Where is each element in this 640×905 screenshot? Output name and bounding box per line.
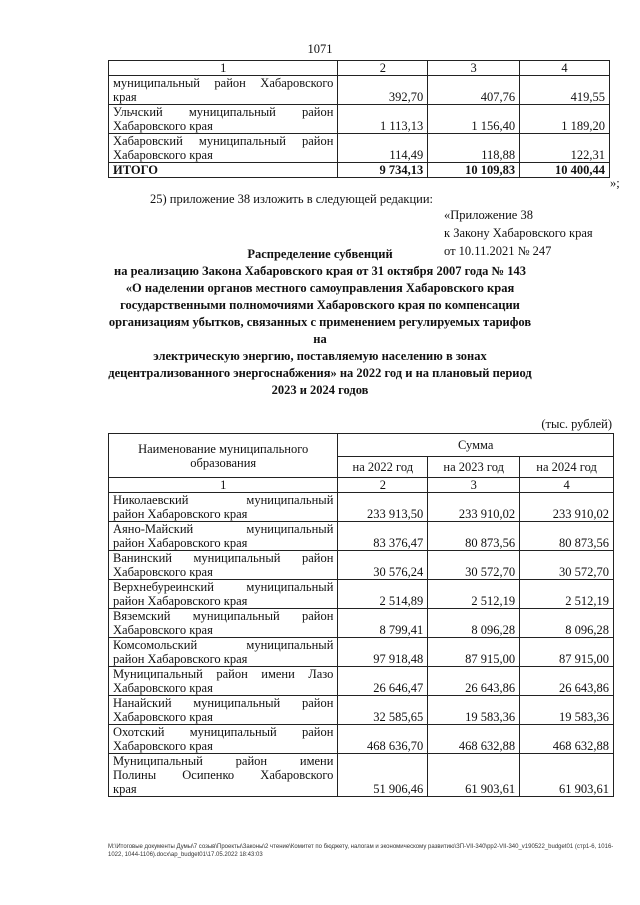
value-2024: 30 572,70 [520, 551, 614, 580]
total-label: ИТОГО [109, 163, 338, 178]
value-2023: 468 632,88 [428, 725, 520, 754]
header-2023: на 2023 год [428, 457, 520, 478]
value-2022: 468 636,70 [338, 725, 428, 754]
municipality-name: Николаевский муниципальный район Хабаровского края [109, 493, 338, 522]
value-2024: 1 189,20 [520, 105, 610, 134]
header-sum: Сумма [338, 434, 614, 457]
value-2023: 19 583,36 [428, 696, 520, 725]
appendix-label: «Приложение 38 [444, 208, 533, 222]
units-label: (тыс. рублей) [541, 417, 612, 431]
page-number: 1071 [307, 42, 333, 56]
value-2022: 114,49 [338, 134, 428, 163]
index-cell: 2 [338, 478, 428, 493]
municipality-name: муниципальный район Хабаровского края [109, 76, 338, 105]
total-row [109, 163, 610, 178]
index-cell: 3 [428, 61, 520, 76]
table-row [109, 134, 610, 163]
value-2023: 61 903,61 [428, 754, 520, 797]
amendment-text: 25) приложение 38 изложить в следующей редакции: [150, 192, 433, 206]
total-2024: 10 400,44 [520, 163, 610, 178]
table-row [109, 493, 614, 522]
value-2024: 468 632,88 [520, 725, 614, 754]
title-line: электрическую энергию, поставляемую населению в зонах [153, 349, 487, 363]
table-row [109, 105, 610, 134]
index-row [109, 478, 614, 493]
municipality-name: Комсомольский муниципальный район Хабаровского края [109, 638, 338, 667]
municipality-name: Ульчский муниципальный район Хабаровского края [109, 105, 338, 134]
municipality-name: Муниципальный район имени Полины Осипенко Хабаровского края [109, 754, 338, 797]
value-2024: 2 512,19 [520, 580, 614, 609]
appendix-law: к Закону Хабаровского края [444, 226, 593, 240]
value-2022: 392,70 [338, 76, 428, 105]
index-cell: 4 [520, 61, 610, 76]
closing-quote: »; [610, 176, 620, 190]
header-2024: на 2024 год [520, 457, 614, 478]
value-2023: 87 915,00 [428, 638, 520, 667]
title-line: децентрализованного энергоснабжения» на 2022 год и на плановый период [108, 366, 532, 380]
file-path-footer: М:\Итоговые документы Думы\7 созыв\Проекты\Законы\2 чтение\Комитет по бюджету, налогам и экономическому развитию\ЗП-VII-340\pp2-VII-340_v190522_budget01 (стр1-6, 1016-1022, 1044-1106).docx\ap_budget01\17.05.2022 18:43:03 [108, 844, 614, 858]
table-row [109, 609, 614, 638]
value-2024: 233 910,02 [520, 493, 614, 522]
value-2024: 19 583,36 [520, 696, 614, 725]
total-2022: 9 734,13 [338, 163, 428, 178]
value-2023: 407,76 [428, 76, 520, 105]
title-line: Распределение субвенций [247, 247, 393, 261]
header-name: Наименование муниципального образования [109, 434, 338, 478]
value-2022: 233 913,50 [338, 493, 428, 522]
value-2024: 87 915,00 [520, 638, 614, 667]
title-line: организациям убытков, связанных с применением регулируемых тарифов на [108, 315, 532, 346]
value-2022: 8 799,41 [338, 609, 428, 638]
table-row [109, 725, 614, 754]
header-2022: на 2022 год [338, 457, 428, 478]
index-cell: 3 [428, 478, 520, 493]
value-2022: 1 113,13 [338, 105, 428, 134]
value-2022: 2 514,89 [338, 580, 428, 609]
value-2022: 32 585,65 [338, 696, 428, 725]
value-2022: 83 376,47 [338, 522, 428, 551]
municipality-name: Аяно-Майский муниципальный район Хабаровского края [109, 522, 338, 551]
value-2022: 51 906,46 [338, 754, 428, 797]
index-cell: 1 [109, 61, 338, 76]
value-2023: 233 910,02 [428, 493, 520, 522]
appendix-date: от 10.11.2021 № 247 [444, 244, 552, 258]
value-2023: 8 096,28 [428, 609, 520, 638]
municipality-name: Ванинский муниципальный район Хабаровского края [109, 551, 338, 580]
index-cell: 2 [338, 61, 428, 76]
value-2024: 8 096,28 [520, 609, 614, 638]
table-row [109, 580, 614, 609]
value-2023: 1 156,40 [428, 105, 520, 134]
value-2024: 26 643,86 [520, 667, 614, 696]
municipality-name: Муниципальный район имени Лазо Хабаровского края [109, 667, 338, 696]
top-table [108, 60, 610, 178]
municipality-name: Вяземский муниципальный район Хабаровского края [109, 609, 338, 638]
value-2024: 419,55 [520, 76, 610, 105]
municipality-name: Хабаровский муниципальный район Хабаровского края [109, 134, 338, 163]
value-2023: 26 643,86 [428, 667, 520, 696]
municipality-name: Нанайский муниципальный район Хабаровского края [109, 696, 338, 725]
header-row [109, 434, 614, 457]
title-line: на реализацию Закона Хабаровского края от 31 октября 2007 года № 143 [114, 264, 526, 278]
table-row [109, 551, 614, 580]
title-line: «О наделении органов местного самоуправления Хабаровского края [125, 281, 515, 295]
municipality-name: Верхнебуреинский муниципальный район Хабаровского края [109, 580, 338, 609]
value-2024: 61 903,61 [520, 754, 614, 797]
value-2022: 26 646,47 [338, 667, 428, 696]
table-row [109, 667, 614, 696]
title-line: 2023 и 2024 годов [271, 383, 369, 397]
total-2023: 10 109,83 [428, 163, 520, 178]
value-2022: 30 576,24 [338, 551, 428, 580]
value-2024: 80 873,56 [520, 522, 614, 551]
value-2023: 30 572,70 [428, 551, 520, 580]
value-2023: 2 512,19 [428, 580, 520, 609]
value-2024: 122,31 [520, 134, 610, 163]
table-row [109, 522, 614, 551]
title-line: государственными полномочиями Хабаровского края по компенсации [120, 298, 520, 312]
main-table [108, 433, 614, 797]
top-table-index-row [109, 61, 610, 76]
value-2022: 97 918,48 [338, 638, 428, 667]
municipality-name: Охотский муниципальный район Хабаровского края [109, 725, 338, 754]
value-2023: 80 873,56 [428, 522, 520, 551]
table-row [109, 754, 614, 797]
value-2023: 118,88 [428, 134, 520, 163]
table-row [109, 76, 610, 105]
document-title [108, 246, 532, 399]
table-row [109, 696, 614, 725]
table-row [109, 638, 614, 667]
index-cell: 4 [520, 478, 614, 493]
index-cell: 1 [109, 478, 338, 493]
